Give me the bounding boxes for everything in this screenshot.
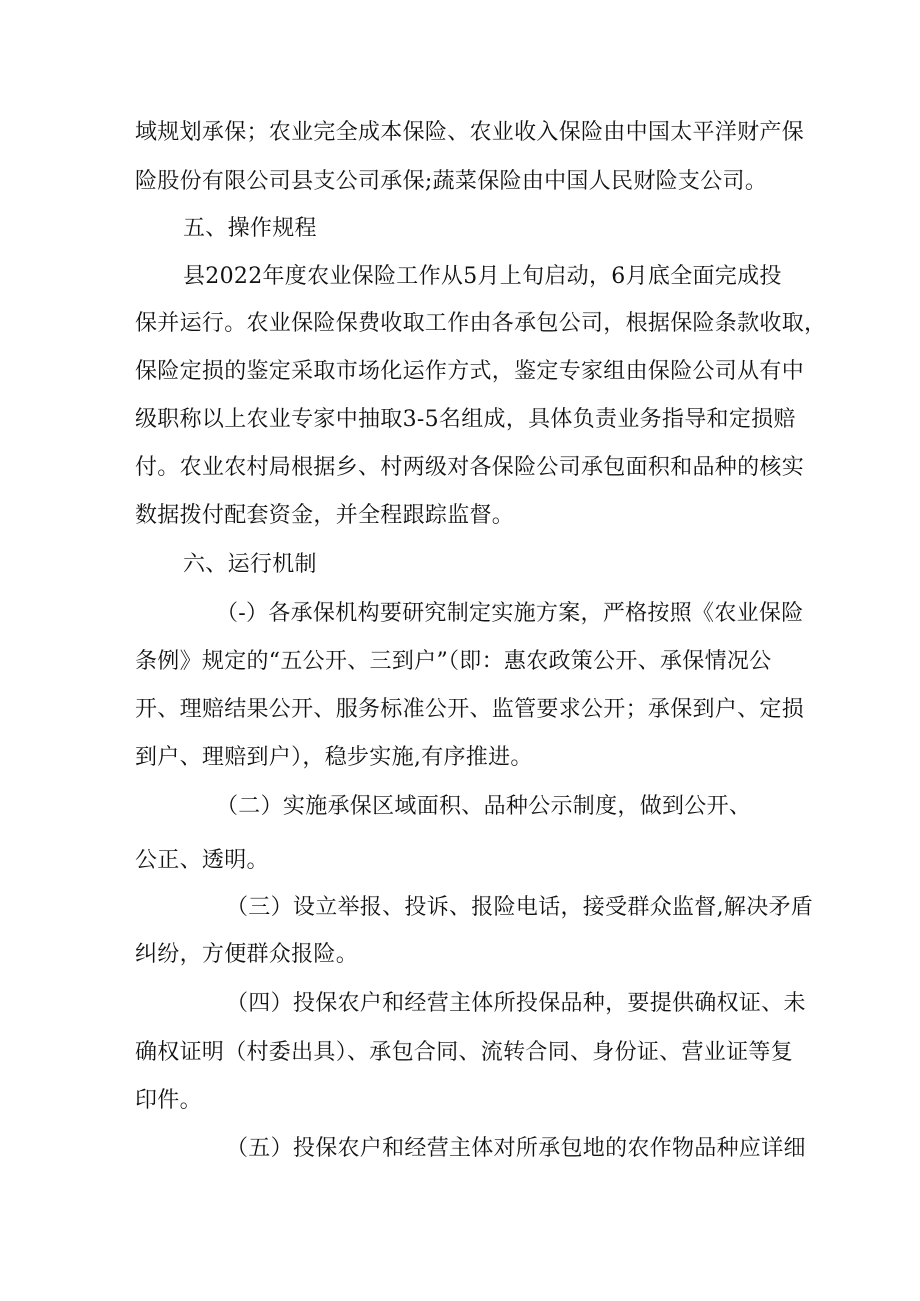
body-text-line: （-）各承保机构要研究制定实施方案，严格按照《农业保险	[216, 601, 804, 626]
body-text-line: 确权证明（村委出具）、承包合同、流转合同、身份证、营业证等复	[135, 1040, 794, 1065]
body-text-line: （四）投保农户和经营主体所投保品种，要提供确权证、未	[226, 991, 806, 1016]
body-text-line: 开、理赔结果公开、服务标准公开、监管要求公开；承保到户、定损	[135, 697, 805, 722]
body-text-line: 数据拨付配套资金，并全程跟踪监督。	[135, 503, 515, 528]
body-text-line: 保险定损的鉴定采取市场化运作方式，鉴定专家组由保险公司从有中	[135, 359, 805, 384]
section-heading-operation: 五、操作规程	[183, 216, 317, 241]
body-text-line: （二）实施承保区域面积、品种公示制度，做到公开、	[216, 794, 752, 819]
body-text-line: 险股份有限公司县支公司承保;蔬菜保险由中国人民财险支公司。	[135, 169, 768, 194]
body-text-line: 县2022年度农业保险工作从5月上旬启动，6月底全面完成投	[183, 264, 782, 289]
body-text-line: （五）投保农户和经营主体对所承包地的农作物品种应详细	[226, 1136, 806, 1161]
body-text-line: 保并运行。农业保险保费收取工作由各承包公司，根据保险条款收取，	[135, 311, 827, 336]
body-text-line: （三）设立举报、投诉、报险电话，接受群众监督,解决矛盾	[226, 895, 814, 920]
body-text-line: 域规划承保；农业完全成本保险、农业收入保险由中国太平洋财产保	[135, 120, 805, 145]
section-heading-mechanism: 六、运行机制	[183, 552, 317, 577]
body-text-line: 级职称以上农业专家中抽取3-5名组成，具体负责业务指导和定损赔	[135, 407, 796, 432]
body-text-line: 公正、透明。	[135, 848, 269, 873]
body-text-line: 条例》规定的“五公开、三到户”（即：惠农政策公开、承保情况公	[135, 649, 772, 674]
body-text-line: 到户、理赔到户），稳步实施,有序推进。	[135, 745, 533, 770]
body-text-line: 印件。	[135, 1088, 202, 1113]
body-text-line: 纠纷，方便群众报险。	[135, 942, 359, 967]
body-text-line: 付。农业农村局根据乡、村两级对各保险公司承包面积和品种的核实	[135, 455, 805, 480]
